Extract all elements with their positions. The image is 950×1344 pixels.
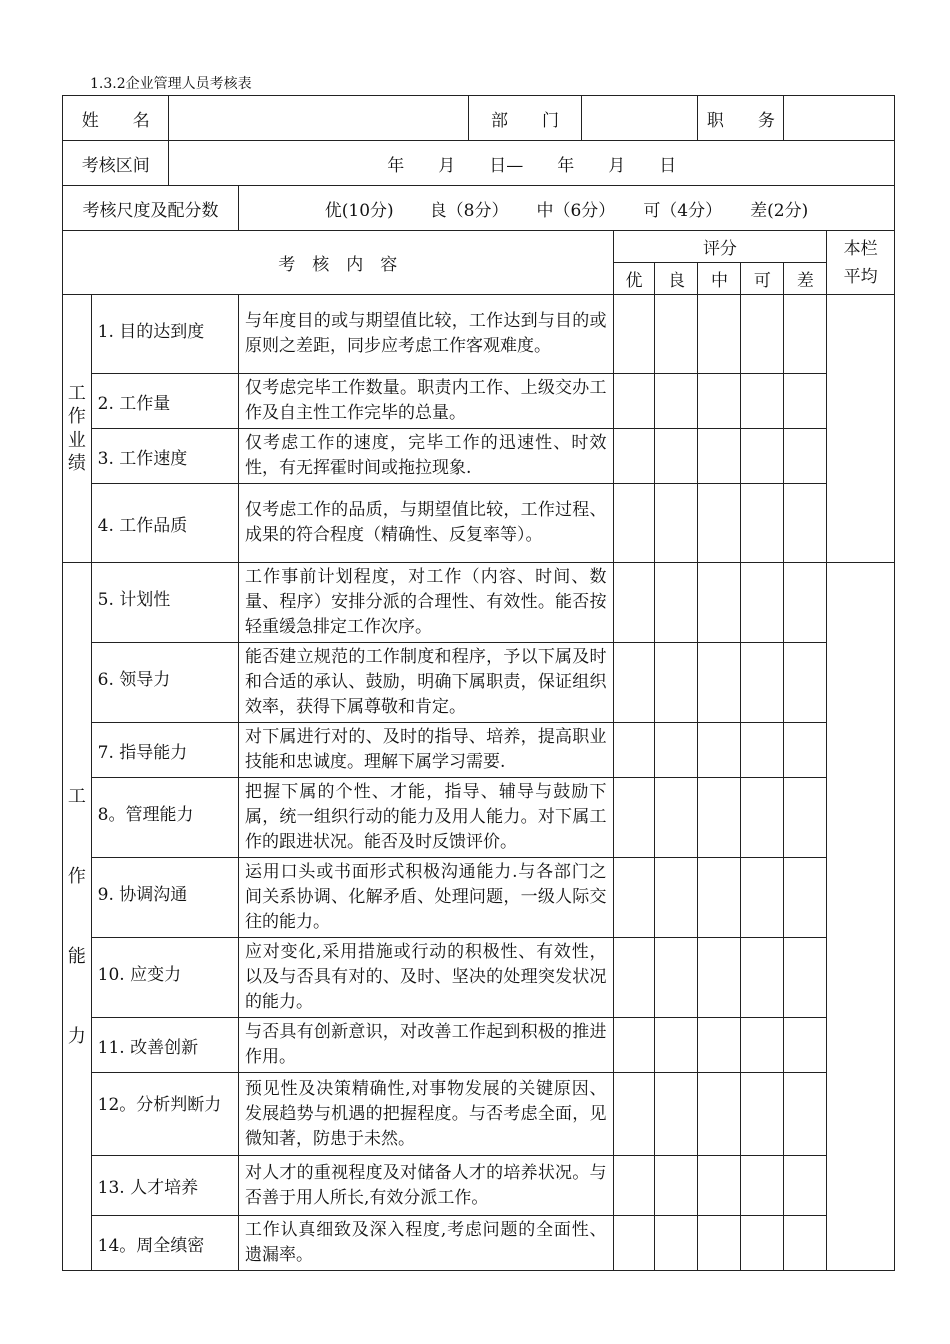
score-cell[interactable] xyxy=(784,374,827,429)
name-row xyxy=(63,96,895,141)
item-name: 3. 工作速度 xyxy=(91,429,238,484)
score-cell[interactable] xyxy=(655,563,698,643)
score-cell[interactable] xyxy=(613,1216,655,1271)
item-description: 应对变化,采用措施或行动的积极性、有效性，以及与否具有对的、及时、坚决的处理突发状况的能力。 xyxy=(238,938,613,1018)
item-name: 11. 改善创新 xyxy=(91,1018,238,1073)
item-description: 仅考虑工作的品质，与期望值比较，工作过程、成果的符合程度（精确性、反复率等）。 xyxy=(238,484,613,563)
position-label: 职 务 xyxy=(698,96,784,141)
score-cell[interactable] xyxy=(741,1216,784,1271)
score-cell[interactable] xyxy=(698,643,741,723)
item-description: 与否具有创新意识，对改善工作起到积极的推进作用。 xyxy=(238,1018,613,1073)
item-name: 9. 协调沟通 xyxy=(91,858,238,938)
dept-field[interactable] xyxy=(581,96,698,141)
item-description: 对人才的重视程度及对储备人才的培养状况。与否善于用人所长,有效分派工作。 xyxy=(238,1156,613,1216)
table-row xyxy=(63,643,895,723)
item-description: 与年度目的或与期望值比较，工作达到与目的或原则之差距，同步应考虑工作客观难度。 xyxy=(238,295,613,374)
content-header: 考 核 内 容 xyxy=(63,231,614,295)
score-cell[interactable] xyxy=(613,858,655,938)
grade-medium: 中 xyxy=(698,263,741,295)
score-cell[interactable] xyxy=(784,1018,827,1073)
score-cell[interactable] xyxy=(613,643,655,723)
score-cell[interactable] xyxy=(655,643,698,723)
score-cell[interactable] xyxy=(784,643,827,723)
item-name: 7. 指导能力 xyxy=(91,723,238,778)
score-cell[interactable] xyxy=(613,429,655,484)
item-name: 8。管理能力 xyxy=(91,778,238,858)
score-cell[interactable] xyxy=(655,1018,698,1073)
scale-poor: 差(2分) xyxy=(750,200,809,221)
dept-label: 部 门 xyxy=(469,96,582,141)
score-cell[interactable] xyxy=(655,723,698,778)
score-header: 评分 xyxy=(613,231,827,263)
scale-excellent: 优(10分) xyxy=(324,200,394,221)
score-cell[interactable] xyxy=(698,1156,741,1216)
average-header-line2: 平均 xyxy=(843,267,878,287)
score-cell[interactable] xyxy=(741,723,784,778)
item-description: 能否建立规范的工作制度和程序，予以下属及时和合适的承认、鼓励，明确下属职责，保证组织效率，获得下属尊敬和肯定。 xyxy=(238,643,613,723)
score-cell[interactable] xyxy=(741,643,784,723)
score-cell[interactable] xyxy=(613,374,655,429)
item-name: 5. 计划性 xyxy=(91,563,238,643)
item-description: 预见性及决策精确性,对事物发展的关键原因、发展趋势与机遇的把握程度。与否考虑全面，见微知著，防患于未然。 xyxy=(238,1073,613,1156)
score-cell[interactable] xyxy=(613,484,655,563)
item-name: 10. 应变力 xyxy=(91,938,238,1018)
score-cell[interactable] xyxy=(698,1216,741,1271)
grade-fair: 可 xyxy=(741,263,784,295)
score-cell[interactable] xyxy=(698,723,741,778)
item-description: 对下属进行对的、及时的指导、培养，提高职业技能和忠诚度。理解下属学习需要. xyxy=(238,723,613,778)
item-name: 14。周全缜密 xyxy=(91,1216,238,1271)
scale-row xyxy=(63,186,895,231)
item-description: 把握下属的个性、才能，指导、辅导与鼓励下属，统一组织行动的能力及用人能力。对下属工作的跟进状况。能否及时反馈评价。 xyxy=(238,778,613,858)
average-cell[interactable] xyxy=(827,295,895,563)
item-description: 运用口头或书面形式积极沟通能力.与各部门之间关系协调、化解矛盾、处理问题，一级人际交往的能力。 xyxy=(238,858,613,938)
score-cell[interactable] xyxy=(784,938,827,1018)
table-row xyxy=(63,374,895,429)
table-row xyxy=(63,1156,895,1216)
score-cell[interactable] xyxy=(655,858,698,938)
score-cell[interactable] xyxy=(741,374,784,429)
score-cell[interactable] xyxy=(741,1018,784,1073)
grade-poor: 差 xyxy=(784,263,827,295)
name-field[interactable] xyxy=(169,96,469,141)
score-cell[interactable] xyxy=(698,563,741,643)
score-cell[interactable] xyxy=(613,295,655,374)
score-cell[interactable] xyxy=(698,778,741,858)
table-row xyxy=(63,858,895,938)
score-cell[interactable] xyxy=(655,1156,698,1216)
scale-items xyxy=(238,186,894,231)
table-row xyxy=(63,484,895,563)
score-cell[interactable] xyxy=(784,295,827,374)
score-cell[interactable] xyxy=(613,1073,655,1156)
score-cell[interactable] xyxy=(741,295,784,374)
score-cell[interactable] xyxy=(655,1216,698,1271)
score-cell[interactable] xyxy=(784,1073,827,1156)
score-cell[interactable] xyxy=(784,484,827,563)
table-row xyxy=(63,1216,895,1271)
table-row xyxy=(63,563,895,643)
score-cell[interactable] xyxy=(613,1018,655,1073)
score-cell[interactable] xyxy=(741,1156,784,1216)
score-cell[interactable] xyxy=(613,778,655,858)
table-row xyxy=(63,938,895,1018)
average-header xyxy=(827,231,895,295)
name-label: 姓 名 xyxy=(63,96,169,141)
score-cell[interactable] xyxy=(741,1073,784,1156)
score-cell[interactable] xyxy=(698,374,741,429)
column-header-row xyxy=(63,231,895,263)
item-name: 2. 工作量 xyxy=(91,374,238,429)
score-cell[interactable] xyxy=(698,429,741,484)
score-cell[interactable] xyxy=(784,723,827,778)
item-name: 12。分析判断力 xyxy=(91,1073,238,1156)
item-description: 仅考虑工作的速度，完毕工作的迅速性、时效性，有无挥霍时间或拖拉现象. xyxy=(238,429,613,484)
table-caption: 1.3.2企业管理人员考核表 xyxy=(90,76,252,92)
score-cell[interactable] xyxy=(655,778,698,858)
score-cell[interactable] xyxy=(698,938,741,1018)
table-row xyxy=(63,778,895,858)
scale-label: 考核尺度及配分数 xyxy=(63,186,239,231)
item-description: 工作认真细致及深入程度,考虑问题的全面性、遗漏率。 xyxy=(238,1216,613,1271)
score-cell[interactable] xyxy=(655,429,698,484)
score-cell[interactable] xyxy=(698,1073,741,1156)
score-cell[interactable] xyxy=(698,1018,741,1073)
scale-fair: 可（4分） xyxy=(643,200,723,221)
position-field[interactable] xyxy=(784,96,895,141)
score-cell[interactable] xyxy=(613,723,655,778)
score-cell[interactable] xyxy=(784,778,827,858)
period-row xyxy=(63,141,895,186)
score-cell[interactable] xyxy=(741,858,784,938)
table-row xyxy=(63,429,895,484)
score-cell[interactable] xyxy=(741,484,784,563)
grade-good: 良 xyxy=(655,263,698,295)
section-ability-title: 工 作 能 力 xyxy=(63,563,92,1271)
score-cell[interactable] xyxy=(784,429,827,484)
item-name: 1. 目的达到度 xyxy=(91,295,238,374)
score-cell[interactable] xyxy=(655,938,698,1018)
score-cell[interactable] xyxy=(698,484,741,563)
grade-excellent: 优 xyxy=(613,263,655,295)
period-label: 考核区间 xyxy=(63,141,169,186)
evaluation-table xyxy=(62,95,895,1271)
score-cell[interactable] xyxy=(613,563,655,643)
period-value[interactable]: 年 月 日— 年 月 日 xyxy=(169,141,895,186)
score-cell[interactable] xyxy=(741,563,784,643)
table-row xyxy=(63,1073,895,1156)
section-performance-title: 工 作 业 绩 xyxy=(63,295,92,563)
item-name: 6. 领导力 xyxy=(91,643,238,723)
average-cell[interactable] xyxy=(827,563,895,1271)
item-name: 4. 工作品质 xyxy=(91,484,238,563)
score-cell[interactable] xyxy=(698,858,741,938)
table-row xyxy=(63,723,895,778)
score-cell[interactable] xyxy=(655,374,698,429)
scale-medium: 中（6分） xyxy=(536,200,616,221)
score-cell[interactable] xyxy=(784,858,827,938)
score-cell[interactable] xyxy=(613,938,655,1018)
table-row xyxy=(63,295,895,374)
score-cell[interactable] xyxy=(655,1073,698,1156)
score-cell[interactable] xyxy=(784,563,827,643)
table-row xyxy=(63,1018,895,1073)
average-header-line1: 本栏 xyxy=(843,239,878,259)
scale-good: 良（8分） xyxy=(429,200,509,221)
score-cell[interactable] xyxy=(613,1156,655,1216)
score-cell[interactable] xyxy=(741,429,784,484)
score-cell[interactable] xyxy=(784,1216,827,1271)
score-cell[interactable] xyxy=(655,295,698,374)
item-name: 13. 人才培养 xyxy=(91,1156,238,1216)
score-cell[interactable] xyxy=(784,1156,827,1216)
score-cell[interactable] xyxy=(741,938,784,1018)
item-description: 仅考虑完毕工作数量。职责内工作、上级交办工作及自主性工作完毕的总量。 xyxy=(238,374,613,429)
score-cell[interactable] xyxy=(741,778,784,858)
item-description: 工作事前计划程度，对工作（内容、时间、数量、程序）安排分派的合理性、有效性。能否按轻重缓急排定工作次序。 xyxy=(238,563,613,643)
score-cell[interactable] xyxy=(655,484,698,563)
score-cell[interactable] xyxy=(698,295,741,374)
